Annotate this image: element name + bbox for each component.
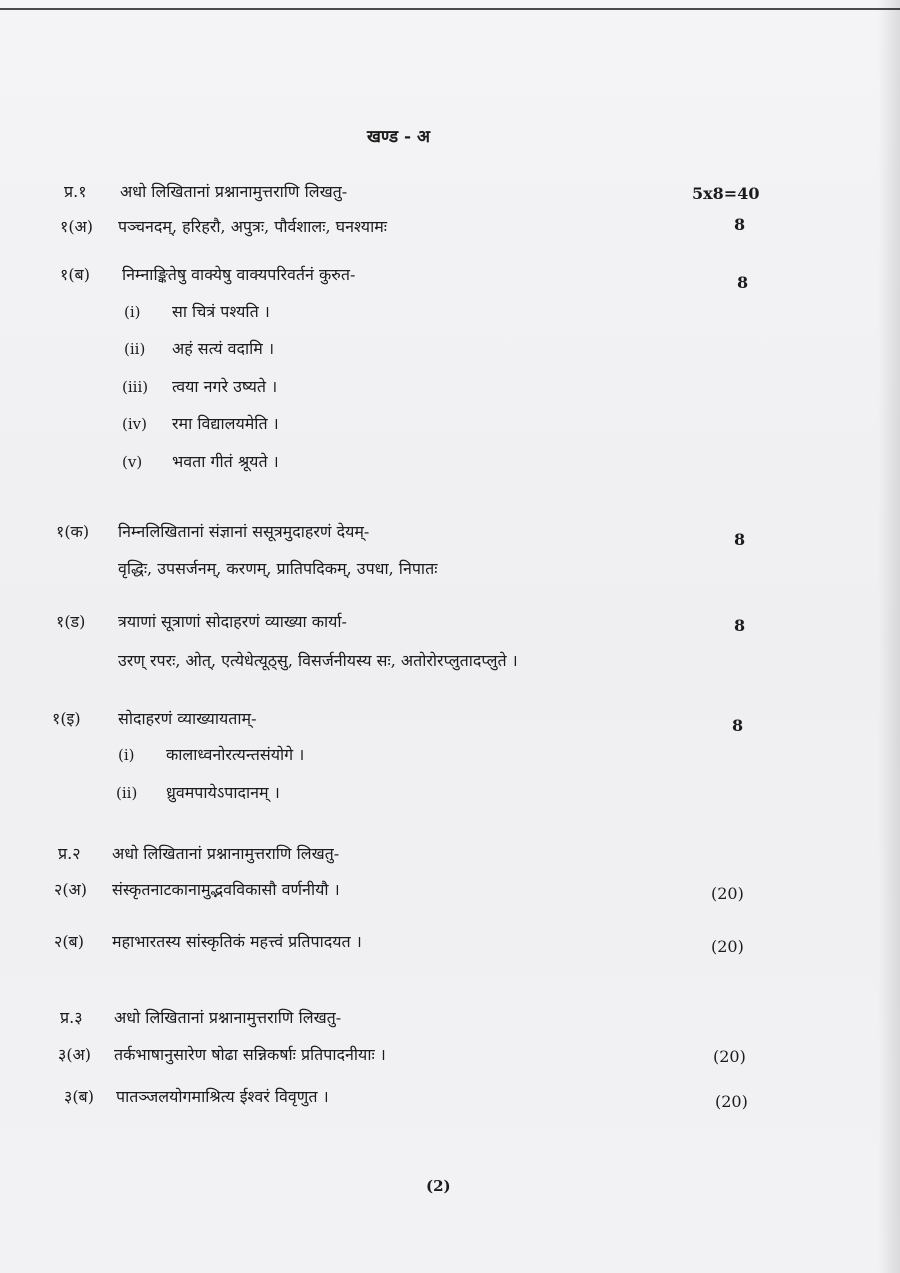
q1e-item-text: कालाध्वनोरत्यन्तसंयोगे । bbox=[166, 745, 305, 764]
q1c-text: निम्नलिखितानां संज्ञानां ससूत्रमुदाहरणं देयम्- bbox=[118, 522, 370, 541]
q1b-item-text: त्वया नगरे उष्यते । bbox=[172, 377, 278, 396]
q3-number: प्र.३ bbox=[60, 1008, 83, 1027]
q2a-marks: (20) bbox=[711, 884, 744, 903]
q1e-text: सोदाहरणं व्याख्यायताम्- bbox=[118, 709, 257, 728]
q1b-item-text: रमा विद्यालयमेति । bbox=[172, 414, 279, 433]
q1d-marks: 8 bbox=[734, 616, 746, 635]
q2-heading: अधो लिखितानां प्रश्नानामुत्तराणि लिखतु- bbox=[112, 844, 340, 863]
q1b-item-text: सा चित्रं पश्यति । bbox=[172, 302, 270, 321]
q1-marks: 5x8=40 bbox=[692, 184, 760, 203]
q1b-item-text: भवता गीतं श्रूयते । bbox=[172, 452, 279, 471]
q3b-text: पातञ्जलयोगमाश्रित्य ईश्वरं विवृणुत । bbox=[116, 1087, 329, 1106]
q1-number: प्र.१ bbox=[64, 182, 87, 201]
q1a-text: पञ्चनदम्, हरिहरौ, अपुत्रः, पौर्वशालः, घनश्यामः bbox=[118, 217, 388, 236]
q1d-text: त्रयाणां सूत्राणां सोदाहरणं व्याख्या कार्या- bbox=[118, 612, 347, 631]
q3a-marks: (20) bbox=[713, 1047, 746, 1066]
q1b-text: निम्नाङ्कितेषु वाक्येषु वाक्यपरिवर्तनं कुरुत- bbox=[122, 265, 356, 284]
q1b-item-num: (v) bbox=[122, 453, 143, 471]
q2b-marks: (20) bbox=[711, 937, 744, 956]
q2a-number: २(अ) bbox=[54, 880, 88, 899]
q3b-number: ३(ब) bbox=[64, 1087, 94, 1106]
q1a-marks: 8 bbox=[734, 215, 746, 234]
q1e-number: १(इ) bbox=[52, 709, 81, 728]
q3-heading: अधो लिखितानां प्रश्नानामुत्तराणि लिखतु- bbox=[114, 1008, 342, 1027]
q1b-item-num: (iii) bbox=[122, 378, 149, 396]
q1a-number: १(अ) bbox=[60, 217, 94, 236]
q1e-marks: 8 bbox=[732, 716, 744, 735]
q3a-text: तर्कभाषानुसारेण षोढा सन्निकर्षाः प्रतिपादनीयाः । bbox=[114, 1045, 386, 1064]
q1c-terms: वृद्धिः, उपसर्जनम्, करणम्, प्रातिपदिकम्, उपधा, निपातः bbox=[118, 559, 438, 578]
q1b-item-num: (iv) bbox=[122, 415, 147, 433]
q1b-item-num: (i) bbox=[124, 303, 141, 321]
q1e-item-num: (ii) bbox=[116, 784, 138, 802]
q1e-item-text: ध्रुवमपायेऽपादानम् । bbox=[166, 783, 280, 802]
q1b-item-num: (ii) bbox=[124, 340, 146, 358]
q2a-text: संस्कृतनाटकानामुद्भवविकासौ वर्णनीयौ । bbox=[112, 880, 340, 899]
page-edge-shadow bbox=[878, 0, 900, 1273]
q2b-number: २(ब) bbox=[54, 932, 84, 951]
q1b-number: १(ब) bbox=[60, 265, 90, 284]
q1b-item-text: अहं सत्यं वदामि । bbox=[172, 339, 275, 358]
q1e-item-num: (i) bbox=[118, 746, 135, 764]
q1d-sutras: उरण् रपरः, ओत्, एत्येधेत्यूठ्सु, विसर्जनीयस्य सः, अतोरोरप्लुतादप्लुते । bbox=[118, 651, 518, 670]
q3b-marks: (20) bbox=[715, 1092, 748, 1111]
page-number: (2) bbox=[426, 1177, 451, 1195]
q2-number: प्र.२ bbox=[58, 844, 81, 863]
top-border-line bbox=[0, 8, 900, 10]
q1b-marks: 8 bbox=[737, 273, 749, 292]
q1-heading: अधो लिखितानां प्रश्नानामुत्तराणि लिखतु- bbox=[120, 182, 348, 201]
q1d-number: १(ड) bbox=[56, 612, 86, 631]
section-title: खण्ड - अ bbox=[367, 127, 430, 147]
q1c-number: १(क) bbox=[56, 522, 90, 541]
q2b-text: महाभारतस्य सांस्कृतिकं महत्त्वं प्रतिपादयत । bbox=[112, 932, 362, 951]
q1c-marks: 8 bbox=[734, 530, 746, 549]
q3a-number: ३(अ) bbox=[58, 1045, 92, 1064]
